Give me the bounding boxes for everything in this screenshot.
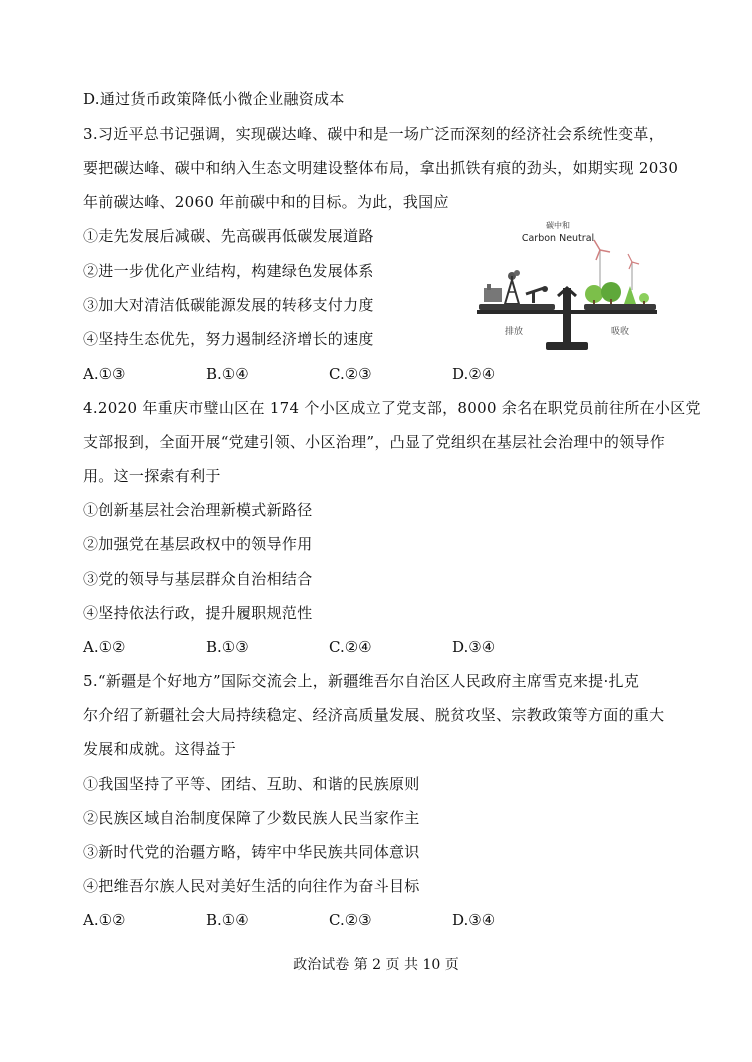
q4-option-a[interactable]: A.①② xyxy=(83,638,126,656)
q5-option-d[interactable]: D.③④ xyxy=(452,911,496,929)
q3-stem-line-2: 要把碳达峰、碳中和纳入生态文明建设整体布局，拿出抓铁有痕的劲头，如期实现 2030 xyxy=(83,159,679,177)
q4-item-1: ①创新基层社会治理新模式新路径 xyxy=(83,501,313,519)
absorption-label: 吸收 xyxy=(610,327,630,337)
q4-option-c[interactable]: C.②④ xyxy=(329,638,372,656)
illustration-title-en: Carbon Neutral xyxy=(521,233,595,244)
q4-item-2: ②加强党在基层政权中的领导作用 xyxy=(83,535,313,553)
page-footer: 政治试卷 第 2 页 共 10 页 xyxy=(293,957,459,973)
q4-item-3: ③党的领导与基层群众自治相结合 xyxy=(83,570,313,588)
q3-option-b[interactable]: B.①④ xyxy=(206,365,249,383)
q4-stem-line-3: 用。这一探索有利于 xyxy=(83,467,221,485)
q4-option-b[interactable]: B.①③ xyxy=(206,638,249,656)
q5-option-b[interactable]: B.①④ xyxy=(206,911,249,929)
q3-item-2: ②进一步优化产业结构，构建绿色发展体系 xyxy=(83,262,374,280)
emission-icons xyxy=(484,270,548,304)
emission-label: 排放 xyxy=(504,327,524,337)
q5-option-a[interactable]: A.①② xyxy=(83,911,126,929)
q4-item-4: ④坚持依法行政，提升履职规范性 xyxy=(83,604,313,622)
q5-stem-line-2: 尔介绍了新疆社会大局持续稳定、经济高质量发展、脱贫攻坚、宗教政策等方面的重大 xyxy=(83,706,665,724)
q2-option-d: D.通过货币政策降低小微企业融资成本 xyxy=(83,90,345,108)
q5-option-c[interactable]: C.②③ xyxy=(329,911,372,929)
q3-stem-line-1: 3.习近平总书记强调，实现碳达峰、碳中和是一场广泛而深刻的经济社会系统性变革， xyxy=(83,125,665,143)
q5-item-3: ③新时代党的治疆方略，铸牢中华民族共同体意识 xyxy=(83,843,420,861)
q3-option-a[interactable]: A.①③ xyxy=(83,365,126,383)
q5-stem-line-3: 发展和成就。这得益于 xyxy=(83,740,237,758)
q5-options xyxy=(83,910,503,930)
q5-item-1: ①我国坚持了平等、团结、互助、和谐的民族原则 xyxy=(83,775,420,793)
q4-option-d[interactable]: D.③④ xyxy=(452,638,496,656)
absorption-icons xyxy=(585,240,649,306)
q5-stem-line-1: 5.“新疆是个好地方”国际交流会上，新疆维吾尔自治区人民政府主席雪克来提·扎克 xyxy=(83,672,640,690)
q3-item-1: ①走先发展后减碳、先高碳再低碳发展道路 xyxy=(83,227,374,245)
q5-item-2: ②民族区域自治制度保障了少数民族人民当家作主 xyxy=(83,809,420,827)
q3-item-3: ③加大对清洁低碳能源发展的转移支付力度 xyxy=(83,296,374,314)
q3-option-d[interactable]: D.②④ xyxy=(452,365,496,383)
q3-stem-line-3: 年前碳达峰、2060 年前碳中和的目标。为此，我国应 xyxy=(83,193,449,211)
q3-option-c[interactable]: C.②③ xyxy=(329,365,372,383)
q4-stem-line-1: 4.2020 年重庆市璧山区在 174 个小区成立了党支部，8000 余名在职党员前往所在小区党 xyxy=(83,399,701,417)
q3-item-4: ④坚持生态优先，努力遏制经济增长的速度 xyxy=(83,330,374,348)
illustration-title-cn: 碳中和 xyxy=(546,221,570,230)
q4-stem-line-2: 支部报到，全面开展“党建引领、小区治理”，凸显了党组织在基层社会治理中的领导作 xyxy=(83,433,666,451)
q3-options xyxy=(83,364,503,384)
q4-options xyxy=(83,637,503,657)
carbon-neutral-balance-illustration xyxy=(472,218,662,353)
q5-item-4: ④把维吾尔族人民对美好生活的向往作为奋斗目标 xyxy=(83,877,420,895)
